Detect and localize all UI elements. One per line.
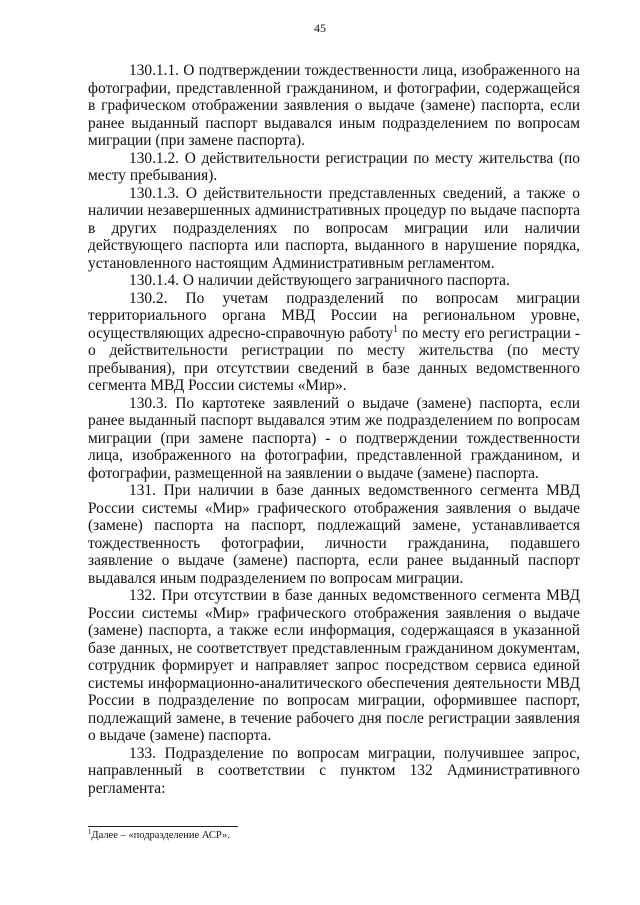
paragraph-132 xyxy=(88,587,580,745)
paragraph-text: 130.2. По учетам подразделений по вопросам миграции территориального органа МВД России на региональном уровне, осуществляющих адресно-справочную работу xyxy=(88,289,580,342)
footnote-text: Далее – «подразделение АСР». xyxy=(91,830,230,841)
document-body xyxy=(88,62,580,797)
footnote xyxy=(88,829,580,842)
paragraph-130-1-2 xyxy=(88,150,580,185)
paragraph-131 xyxy=(88,482,580,587)
footnote-reference: 1 xyxy=(393,323,399,335)
paragraph-text: 130.1.4. О наличии действующего заграничного паспорта. xyxy=(129,272,510,289)
paragraph-text: 130.1.1. О подтверждении тождественности лица, изображенного на фотографии, представленной гражданином, и фотографии, содержащейся в графическом отображении заявления о выдаче (замене) паспорта, если ранее выданный паспорт выдавался иным подразделением по вопросам миграции (при замене паспорта). xyxy=(88,62,580,149)
paragraph-text: 130.3. По картотеке заявлений о выдаче (замене) паспорта, если ранее выданный паспорт выдавался этим же подразделением по вопросам миграции (при замене паспорта) - о подтверждении тождественности лица, изображенного на фотографии, представленной гражданином, и фотографии, размещенной на заявлении о выдаче (замене) паспорта. xyxy=(88,394,580,482)
paragraph-text: 130.1.3. О действительности представленных сведений, а также о наличии незавершенных административных процедур по выдаче паспорта в других подразделениях по вопросам миграции или наличии действующего паспорта или паспорта, выданного в нарушение порядка, установленного настоящим Административным регламентом. xyxy=(88,184,580,272)
paragraph-text: 131. При наличии в базе данных ведомственного сегмента МВД России системы «Мир» графического отображения заявления о выдаче (замене) паспорта на паспорт, подлежащий замене, устанавливается тождественность фотографии, личности гражданина, подавшего заявление о выдаче (замене) паспорта, если ранее выданный паспорт выдавался иным подразделением по вопросам миграции. xyxy=(88,482,580,587)
paragraph-130-1-4 xyxy=(88,272,580,290)
paragraph-text-continued: по месту его регистрации - о действительности регистрации по месту жительства (по месту пребывания), при отсутствии сведений в базе данных ведомственного сегмента МВД России системы «Мир». xyxy=(88,324,581,394)
paragraph-133 xyxy=(88,745,580,798)
paragraph-130-2 xyxy=(88,290,580,395)
paragraph-130-1-1 xyxy=(88,62,580,150)
paragraph-text: 132. При отсутствии в базе данных ведомственного сегмента МВД России системы «Мир» графического отображения заявления о выдаче (замене) паспорта, а также если информация, содержащаяся в указанной базе данных, не соответствует представленным гражданином документам, сотрудник формирует и направляет запрос посредством сервиса единой системы информационно-аналитического обеспечения деятельности МВД России в подразделение по вопросам миграции, оформившее паспорт, подлежащий замене, в течение рабочего дня после регистрации заявления о выдаче (замене) паспорта. xyxy=(88,587,580,744)
footnote-divider xyxy=(88,826,238,827)
paragraph-130-1-3 xyxy=(88,185,580,273)
footnote-marker: 1 xyxy=(88,828,92,836)
paragraph-130-3 xyxy=(88,395,580,483)
page-number: 45 xyxy=(314,21,326,35)
paragraph-text: 130.1.2. О действительности регистрации по месту жительства (по месту пребывания). xyxy=(88,149,580,184)
paragraph-text: 133. Подразделение по вопросам миграции, получившее запрос, направленный в соответствии с пунктом 132 Административного регламента: xyxy=(88,744,580,797)
